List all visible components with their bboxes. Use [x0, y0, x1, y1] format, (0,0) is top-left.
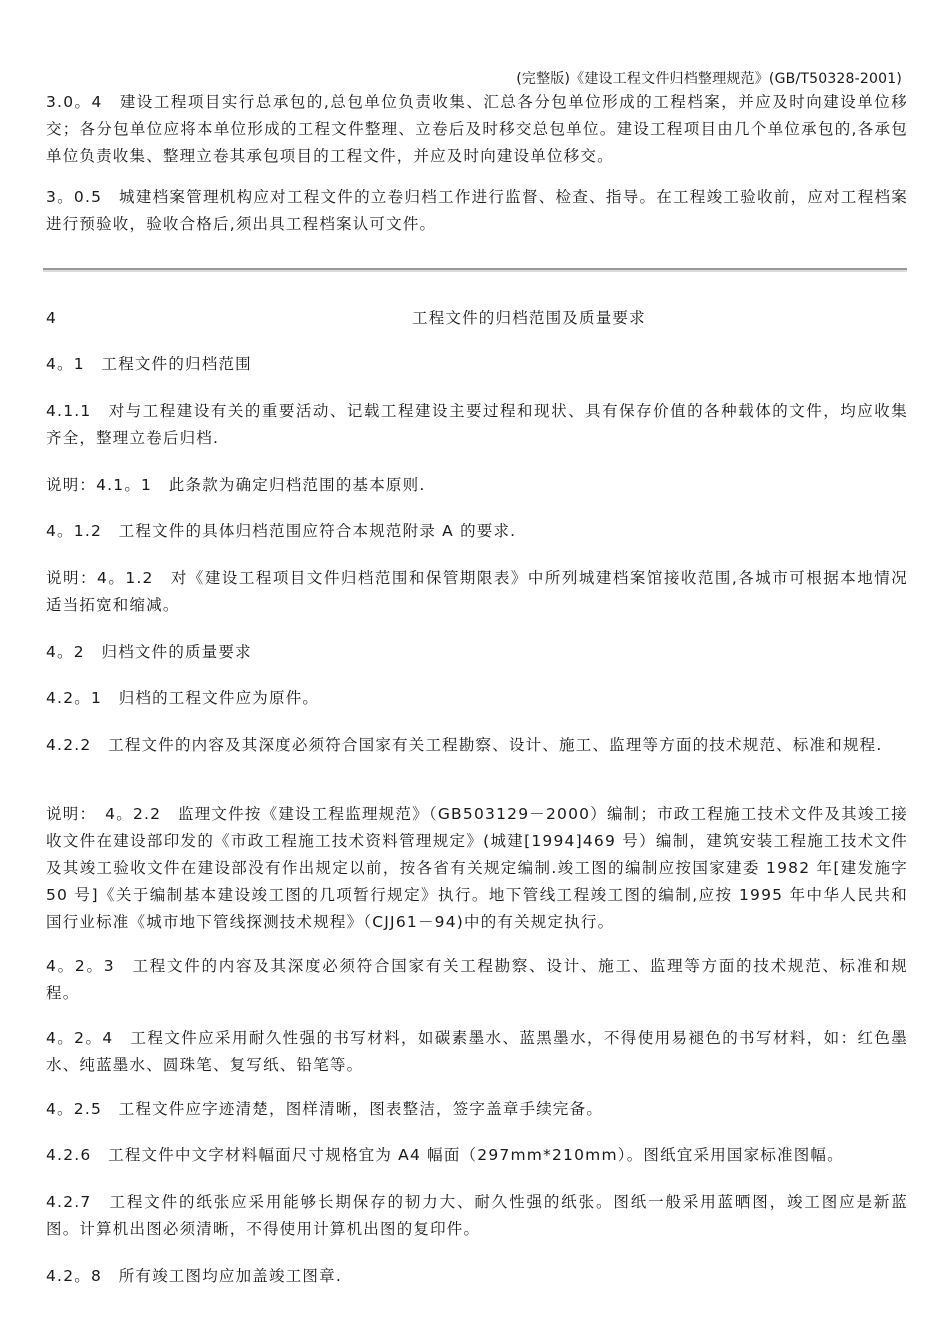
clause-4-1-2: 4。1.2 工程文件的具体归档范围应符合本规范附录 A 的要求. — [46, 522, 517, 540]
clause-4-2-8: 4.2。8 所有竣工图均应加盖竣工图章. — [46, 1267, 342, 1285]
clause-4-1-1: 4.1.1 对与工程建设有关的重要活动、记载工程建设主要过程和现状、具有保存价值的各种载体的文件，均应收集齐全，整理立卷后归档. — [46, 402, 908, 447]
clause-4-2-2: 4.2.2 工程文件的内容及其深度必须符合国家有关工程勘察、设计、施工、监理等方面的技术规范、标准和规程. — [46, 736, 883, 754]
note-4-1-1: 说明：4.1。1 此条款为确定归档范围的基本原则. — [46, 476, 426, 494]
clause-4-2-5: 4。2.5 工程文件应字迹清楚，图样清晰，图表整洁，签字盖章手续完备。 — [46, 1100, 604, 1118]
section-4-2-heading: 4。2 归档文件的质量要求 — [46, 643, 252, 661]
section-divider — [43, 268, 907, 272]
clause-4-2-1: 4.2。1 归档的工程文件应为原件。 — [46, 689, 320, 707]
document-header: (完整版)《建设工程文件归档整理规范》(GB/T50328-2001) — [516, 71, 902, 87]
clause-3-0-4: 3.0。4 建设工程项目实行总承包的,总包单位负责收集、汇总各分包单位形成的工程档案，并应及时向建设单位移交；各分包单位应将本单位形成的工程文件整理、立卷后及时移交总包单位。建设工程项目由几个单位承包的,各承包单位负责收集、整理立卷其承包项目的工程文件，并应及时向建设单位移交。 — [46, 93, 908, 165]
note-4-2-2: 说明： 4。2.2 监理文件按《建设工程监理规范》（GB503129－2000）编制；市政工程施工技术文件及其竣工接收文件在建设部印发的《市政工程施工技术资料管理规定》(城建[1994]469 号）编制，建筑安装工程施工技术文件及其竣工验收文件在建设部没有作出规定以前，按各省有关规定编制.竣工图的编制应按国家建委 1982 年[建发施字 50 号]《关于编制基本建设竣工图的几项暂行规定》执行。地下管线工程竣工图的编制,应按 1995 年中华人民共和国行业标准《城市地下管线探测技术规程》（CJJ61－94)中的有关规定执行。 — [46, 805, 908, 931]
clause-4-2-6: 4.2.6 工程文件中文字材料幅面尺寸规格宜为 A4 幅面（297mm*210mm）。图纸宜采用国家标准图幅。 — [46, 1146, 844, 1164]
chapter-title: 工程文件的归档范围及质量要求 — [412, 309, 646, 327]
clause-3-0-5: 3。0.5 城建档案管理机构应对工程文件的立卷归档工作进行监督、检查、指导。在工程竣工验收前，应对工程档案进行预验收，验收合格后,须出具工程档案认可文件。 — [46, 188, 908, 233]
clause-4-2-3: 4。2。3 工程文件的内容及其深度必须符合国家有关工程勘察、设计、施工、监理等方面的技术规范、标准和规程。 — [46, 957, 908, 1002]
section-4-1-heading: 4。1 工程文件的归档范围 — [46, 355, 252, 373]
clause-4-2-7: 4.2.7 工程文件的纸张应采用能够长期保存的韧力大、耐久性强的纸张。图纸一般采用蓝晒图，竣工图应是新蓝图。计算机出图必须清晰，不得使用计算机出图的复印件。 — [46, 1193, 908, 1238]
clause-4-2-4: 4。2。4 工程文件应采用耐久性强的书写材料，如碳素墨水、蓝黑墨水，不得使用易褪色的书写材料，如：红色墨水、纯蓝墨水、圆珠笔、复写纸、铅笔等。 — [46, 1029, 908, 1074]
chapter-number: 4 — [46, 309, 56, 327]
note-4-1-2: 说明：4。1.2 对《建设工程项目文件归档范围和保管期限表》中所列城建档案馆接收范围,各城市可根据本地情况适当拓宽和缩减。 — [46, 569, 908, 614]
